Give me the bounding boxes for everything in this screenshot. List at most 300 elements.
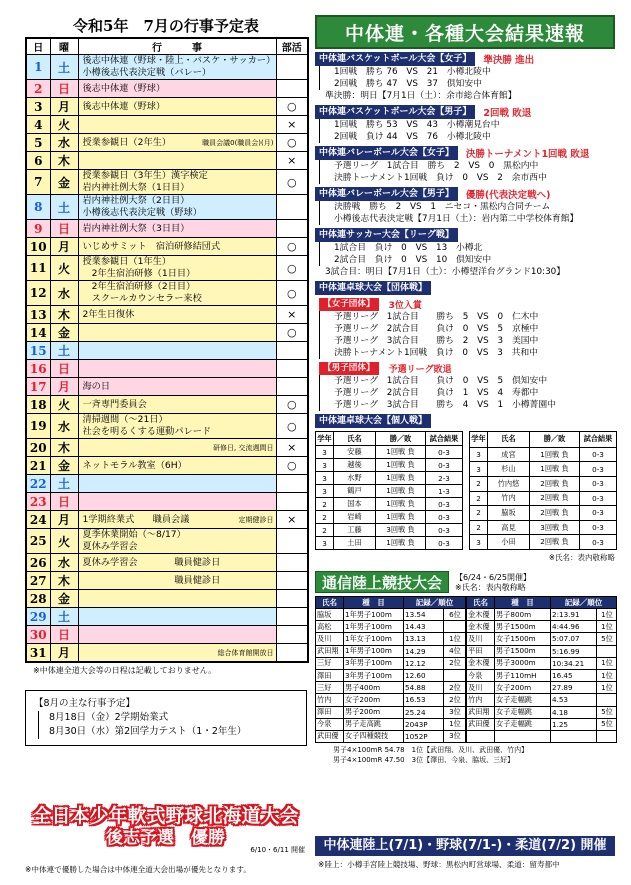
tt-individual-cell: 1回戦 負 [376,537,426,550]
schedule-club-mark [276,378,308,396]
schedule-event-line [83,67,276,79]
track-cell: 金木優 [467,657,495,669]
tt-individual-cell: 3 [470,535,488,550]
schedule-event-text: 小樽後志代表決定戦（野球） [82,207,202,218]
tt-individual-header: 勝／敗 [376,432,426,446]
track-cell: 平田 [467,645,495,657]
track-row [467,694,617,706]
august-events-title: 【8月の主な行事予定】 [34,698,136,709]
schedule-event-line [83,442,276,454]
schedule-row [26,572,308,590]
tt-individual-cell: 3回戦 負 [530,520,580,535]
schedule-event-text: 1学期終業式 職員会議 [82,513,190,525]
tt-boys-label: 【男子団体】 [319,362,379,375]
schedule-club-mark: × [276,439,308,457]
schedule-weekday: 土 [50,342,78,360]
schedule-event-text: 2年生宿泊研修（2日目） [82,281,196,292]
schedule-row [26,324,308,342]
track-row [467,609,617,621]
track-header: 種 目 [495,597,551,609]
schedule-event [78,554,276,572]
track-cell: 及川 [467,682,495,694]
track-cell: 13.13 [404,633,444,645]
result-section-heading [315,105,615,119]
track-row [467,657,617,669]
schedule-weekday: 月 [50,378,78,396]
schedule-row [26,378,308,396]
schedule-weekday: 月 [50,511,78,529]
schedule-event-text: 夏休み学習会 [82,541,138,552]
tt-individual-row [316,446,463,459]
schedule-club-mark [276,554,308,572]
schedule-row [26,80,308,98]
track-cell: 1052P [404,730,444,742]
track-header: 氏名 [316,597,344,609]
tt-individual-header: 氏名 [334,432,376,446]
tt-individual-row [316,485,463,498]
schedule-weekday: 土 [50,608,78,626]
schedule-day: 3 [26,98,50,116]
result-line: 2回戦 負け 44 VS 76 小樽北陵中 [334,132,491,142]
track-header: 種 目 [344,597,404,609]
schedule-event [78,281,276,306]
track-cell: 25.24 [404,706,444,718]
schedule-weekday: 金 [50,170,78,195]
track-cell: 4位 [444,645,466,657]
schedule-day: 13 [26,306,50,324]
schedule-day: 28 [26,590,50,608]
track-row [316,682,466,694]
result-section-outcome: 優勝(代表決定戦へ) [465,190,551,201]
result-line: 決勝戦 勝ち 2 VS 1 ニセコ・黒松内合同チーム [334,202,551,212]
track-cell: 6位 [444,609,466,621]
tt-individual-cell: 竹内悠 [488,476,530,491]
schedule-event-line [83,256,276,268]
track-cell: 1.25 [551,718,597,730]
schedule-row [26,220,308,238]
schedule-event [78,590,276,608]
schedule-day: 26 [26,554,50,572]
schedule-weekday: 月 [50,238,78,256]
tt-individual-cell: 土田 [334,537,376,550]
tt-team-heading [315,281,615,295]
schedule-event-line [83,414,276,426]
header-day: 日 [26,38,50,55]
track-heading [315,571,615,593]
tt-individual-row [316,537,463,550]
track-header: 記録／順位 [551,597,617,609]
schedule-row [26,342,308,360]
tt-individual-row [470,476,617,491]
schedule-weekday: 木 [50,439,78,457]
tt-individual-cell: 3 [316,472,334,485]
schedule-day: 5 [26,134,50,152]
softball-banner-line1: 全日本少年軟式野球北海道大会 [32,805,299,827]
schedule-body [26,55,308,663]
schedule-weekday: 土 [50,55,78,80]
tt-match-line: 予選リーグ 1試合目 勝ち 5 VS 0 仁木中 [334,312,539,322]
tt-individual-row [316,511,463,524]
schedule-day: 2 [26,80,50,98]
tt-match-line: 予選リーグ 2試合目 負け 0 VS 5 京極中 [334,324,539,334]
schedule-club-mark: ○ [276,98,308,116]
schedule-club-mark [276,475,308,493]
schedule-club-mark: × [276,306,308,324]
schedule-weekday: 日 [50,80,78,98]
tt-individual-cell: 0-3 [580,476,617,491]
tt-individual-cell: 0-3 [580,506,617,521]
schedule-event-line [83,170,276,182]
track-table-left [315,596,466,743]
schedule-club-mark: ○ [276,324,308,342]
schedule-club-mark: ○ [276,396,308,414]
schedule-event [78,306,276,324]
tt-individual-cell: 2回戦 負 [530,476,580,491]
schedule-event [78,134,276,152]
schedule-event-line [83,426,276,438]
tt-individual-cell: 小田 [488,535,530,550]
track-row [316,730,466,742]
tt-individual-note: ※氏名：表内敬称略 [548,553,615,562]
schedule-day: 18 [26,396,50,414]
upcoming-events-banner: 中体連陸上(7/1)・野球(7/1-)・柔道(7/2) 開催 [315,836,615,856]
schedule-day: 7 [26,170,50,195]
relay-result-1: 男子4×100mR 54.78 1位【武田翔、及川、武田優、竹内】 [333,746,529,755]
schedule-event-line [83,529,276,541]
schedule-club-mark [276,493,308,511]
result-section-outcome: 2回戦 敗退 [483,108,532,119]
schedule-event [78,195,276,220]
track-cell [597,645,617,657]
schedule-event-line [83,309,276,321]
track-cell: 男子800m [495,609,551,621]
track-cell: 27.89 [551,682,597,694]
track-cell: 竹内 [316,694,344,706]
result-section-heading [315,52,615,66]
track-cell: 1年男子100m [344,609,404,621]
schedule-club-mark [276,195,308,220]
track-cell: 4:44.96 [551,621,597,633]
schedule-event-text: 夏休み学習会 職員健診日 [82,556,221,568]
track-cell: 三好 [316,682,344,694]
schedule-event-text: 2年生宿泊研修（1日目） [82,268,196,279]
schedule-day: 15 [26,342,50,360]
track-title: 通信陸上競技大会 [315,571,449,593]
track-row [316,706,466,718]
tt-individual-cell: 2 [470,520,488,535]
schedule-club-mark: ○ [276,170,308,195]
schedule-event [78,256,276,281]
schedule-header-row [26,38,308,55]
schedule-event-sub: 総合体育館開放日 [217,648,274,657]
result-section-heading [315,146,615,160]
schedule-day: 19 [26,414,50,439]
track-cell: 男子1500m [495,621,551,633]
tt-individual-cell: 3 [316,537,334,550]
result-line: 小樽後志代表決定戦【7月1日（土）：岩内第二中学校体育館】 [334,214,579,224]
schedule-event-line [83,381,276,393]
schedule-weekday: 木 [50,152,78,170]
schedule-event-line [83,293,276,305]
schedule-day: 12 [26,281,50,306]
result-extra-line: 準決勝：明日【7月1日（土）：余市総合体育館】 [325,91,517,101]
relay-results [315,745,615,765]
schedule-row [26,414,308,439]
schedule-row [26,626,308,644]
track-cell: 及川 [467,633,495,645]
schedule-event-text: 夏季休業開始（〜8/17） [82,529,186,540]
tt-individual-header: 学年 [316,432,334,446]
track-cell: 3位 [444,730,466,742]
schedule-event [78,342,276,360]
schedule-event-line [83,195,276,207]
schedule-club-mark [276,626,308,644]
schedule-row [26,529,308,554]
track-cell: 3位 [444,706,466,718]
schedule-row [26,98,308,116]
tt-individual-header: 試合結果 [426,432,463,446]
tt-individual-row [316,472,463,485]
schedule-weekday: 火 [50,116,78,134]
schedule-row [26,306,308,324]
schedule-weekday: 金 [50,457,78,475]
schedule-row [26,475,308,493]
track-row [316,621,466,633]
softball-banner-date: 6/10・6/11 開催 [250,846,305,854]
schedule-day: 6 [26,152,50,170]
tt-individual-row [470,520,617,535]
schedule-event [78,626,276,644]
track-cell [495,730,551,742]
results-sections [315,52,615,278]
track-cell [444,621,466,633]
track-cell: 脇坂 [316,609,344,621]
schedule-day: 31 [26,644,50,663]
schedule-panel [25,15,307,746]
schedule-row [26,511,308,529]
schedule-event-text: 授業参観日（3年生）漢字検定 [82,170,208,181]
schedule-row [26,439,308,457]
tt-individual-cell: 杉山 [488,462,530,477]
schedule-row [26,493,308,511]
tt-individual-cell: 3回戦 負 [376,524,426,537]
track-date: 【6/24・6/25開催】 [455,573,531,582]
track-cell: 男子1500m [495,645,551,657]
schedule-day: 9 [26,220,50,238]
tt-individual-cell: 2-3 [426,472,463,485]
track-cell: 今泉 [467,669,495,681]
schedule-event-text: スクールカウンセラー来校 [82,293,202,304]
tt-individual-row [470,462,617,477]
tt-individual-heading [315,414,615,428]
tt-boys-list [319,375,615,411]
track-cell: 2位 [444,694,466,706]
schedule-event-text: 授業参観日（1年生） [82,256,172,267]
tt-individual-cell: 2回戦 負 [530,491,580,506]
track-cell: 女子走幅跳 [495,718,551,730]
schedule-day: 24 [26,511,50,529]
result-section-lines [319,160,615,184]
schedule-club-mark [276,590,308,608]
tt-match-line: 予選リーグ 2試合目 負け 1 VS 4 寿都中 [334,388,539,398]
schedule-event-line [83,101,276,113]
track-row [316,669,466,681]
schedule-day: 10 [26,238,50,256]
header-event: 行 事 [78,38,276,55]
track-cell: 16.53 [404,694,444,706]
tt-individual-cell: 2 [316,498,334,511]
tt-individual-cell: 0-3 [426,537,463,550]
august-event-item: 8月18日（金）2学期始業式 [49,712,169,723]
schedule-row [26,281,308,306]
track-row [316,609,466,621]
track-row [467,718,617,730]
track-cell: 13.54 [404,609,444,621]
schedule-weekday: 水 [50,281,78,306]
tt-individual-cell: 2回戦 負 [530,506,580,521]
track-row [467,633,617,645]
track-cell: 金木優 [467,609,495,621]
result-extra-line: 3試合目：明日【7月1日（土）：小樽望洋台グランド10:30】 [325,267,566,277]
tt-individual-cell: 3 [470,462,488,477]
tt-girls-list [319,311,615,359]
schedule-day: 30 [26,626,50,644]
track-cell: 1位 [597,657,617,669]
track-note: ※氏名：表内敬称略 [455,583,526,592]
schedule-event [78,608,276,626]
schedule-event-text: いじめサミット 宿泊研修結団式 [82,240,221,252]
track-header: 記録／順位 [404,597,466,609]
tt-individual-cell: 1回戦 負 [376,485,426,498]
track-cell [551,730,597,742]
schedule-event-line [83,83,276,95]
schedule-day: 11 [26,256,50,281]
schedule-event-text: 後志中体連（野球） [82,100,166,112]
track-cell: 1年男子100m [344,645,404,657]
track-cell [467,730,495,742]
schedule-event-line [83,281,276,293]
tt-individual-cell: 鶴戸 [334,485,376,498]
track-row [316,633,466,645]
track-cell: 12.60 [404,669,444,681]
track-cell: 男子400m [344,682,404,694]
track-cell: 男子3000m [495,657,551,669]
schedule-event-text: 海の日 [82,380,111,392]
schedule-event-text: 授業参観日（2年生） [82,136,172,148]
tt-individual-cell: 国本 [334,498,376,511]
schedule-event-sub: 定期健診日 [238,515,274,524]
schedule-event [78,80,276,98]
track-row [467,621,617,633]
track-cell: 女子1500m [495,633,551,645]
schedule-club-mark [276,529,308,554]
schedule-day: 27 [26,572,50,590]
schedule-event-line [83,647,276,659]
track-cell: 12.12 [404,657,444,669]
tt-match-line: 予選リーグ 3試合目 勝ち 2 VS 3 美国中 [334,336,539,346]
august-events-box [25,690,307,746]
schedule-day: 21 [26,457,50,475]
track-cell: 10:34.21 [551,657,597,669]
tt-individual-cell: 越後 [334,459,376,472]
schedule-row [26,55,308,80]
tt-individual-cell: 1-3 [426,485,463,498]
schedule-event-text: ネットモラル教室（6H） [82,459,187,471]
result-line: 決勝トーナメント1回戦 負け 0 VS 2 余市西中 [334,173,547,183]
schedule-event-text: 一斉専門委員会 [82,398,147,410]
track-cell: 及川 [316,633,344,645]
tt-individual-cell: 0-3 [426,446,463,459]
track-row [467,669,617,681]
tt-individual-cell: 1回戦 負 [530,447,580,462]
tt-individual-cell: 1回戦 負 [376,498,426,511]
tt-match-line: 決勝トーナメント1回戦 負け 0 VS 3 共和中 [334,348,538,358]
track-cell: 3年男子100m [344,657,404,669]
tt-individual-cell: 3 [316,485,334,498]
schedule-event [78,170,276,195]
result-section-title: 中体連バスケットボール大会【男子】 [315,105,475,119]
schedule-club-mark [276,220,308,238]
tt-individual-cell: 1回戦 負 [530,462,580,477]
track-cell: 男子200m [344,706,404,718]
schedule-club-mark [276,55,308,80]
track-cell: 1位 [597,609,617,621]
schedule-club-mark [276,608,308,626]
august-event-item: 8月30日（水）第2回学力テスト（1・2年生） [49,726,247,737]
schedule-day: 8 [26,195,50,220]
tt-individual-cell: 安藤 [334,446,376,459]
tt-girls-result: 3位入賞 [388,301,422,311]
tt-boys-heading [315,362,615,375]
tt-individual-cell: 0-3 [426,498,463,511]
schedule-club-mark [276,342,308,360]
track-cell: 1位 [597,682,617,694]
schedule-weekday: 水 [50,414,78,439]
schedule-event [78,511,276,529]
tt-individual-title: 中体連卓球大会【個人戦】 [315,414,431,428]
track-cell: 今泉 [316,718,344,730]
tt-individual-cell: 0-3 [580,491,617,506]
schedule-event-line [83,399,276,411]
schedule-event-line [83,460,276,472]
schedule-event-line [83,241,276,253]
tt-individual-cell: 水野 [334,472,376,485]
schedule-event-sub: 職員会議0(職員会)(月) [202,138,274,147]
schedule-row [26,644,308,663]
tt-individual-cell: 0-3 [580,462,617,477]
schedule-event-line [83,514,276,526]
schedule-event-line [83,223,276,235]
track-row [316,718,466,730]
track-header-row [467,597,617,609]
schedule-club-mark: ○ [276,256,308,281]
tt-individual-row [470,506,617,521]
tt-individual-cell: 0-3 [426,524,463,537]
schedule-day: 20 [26,439,50,457]
schedule-club-mark: × [276,511,308,529]
schedule-club-mark [276,644,308,663]
schedule-weekday: 水 [50,134,78,152]
schedule-weekday: 火 [50,529,78,554]
schedule-event [78,324,276,342]
track-tables [315,596,615,743]
track-cell: 男子110mH [495,669,551,681]
tt-individual-cell: 3 [470,447,488,462]
tt-individual-header: 勝／敗 [530,432,580,448]
schedule-weekday: 月 [50,644,78,663]
softball-banner [18,805,313,854]
track-cell: 金木優 [467,621,495,633]
